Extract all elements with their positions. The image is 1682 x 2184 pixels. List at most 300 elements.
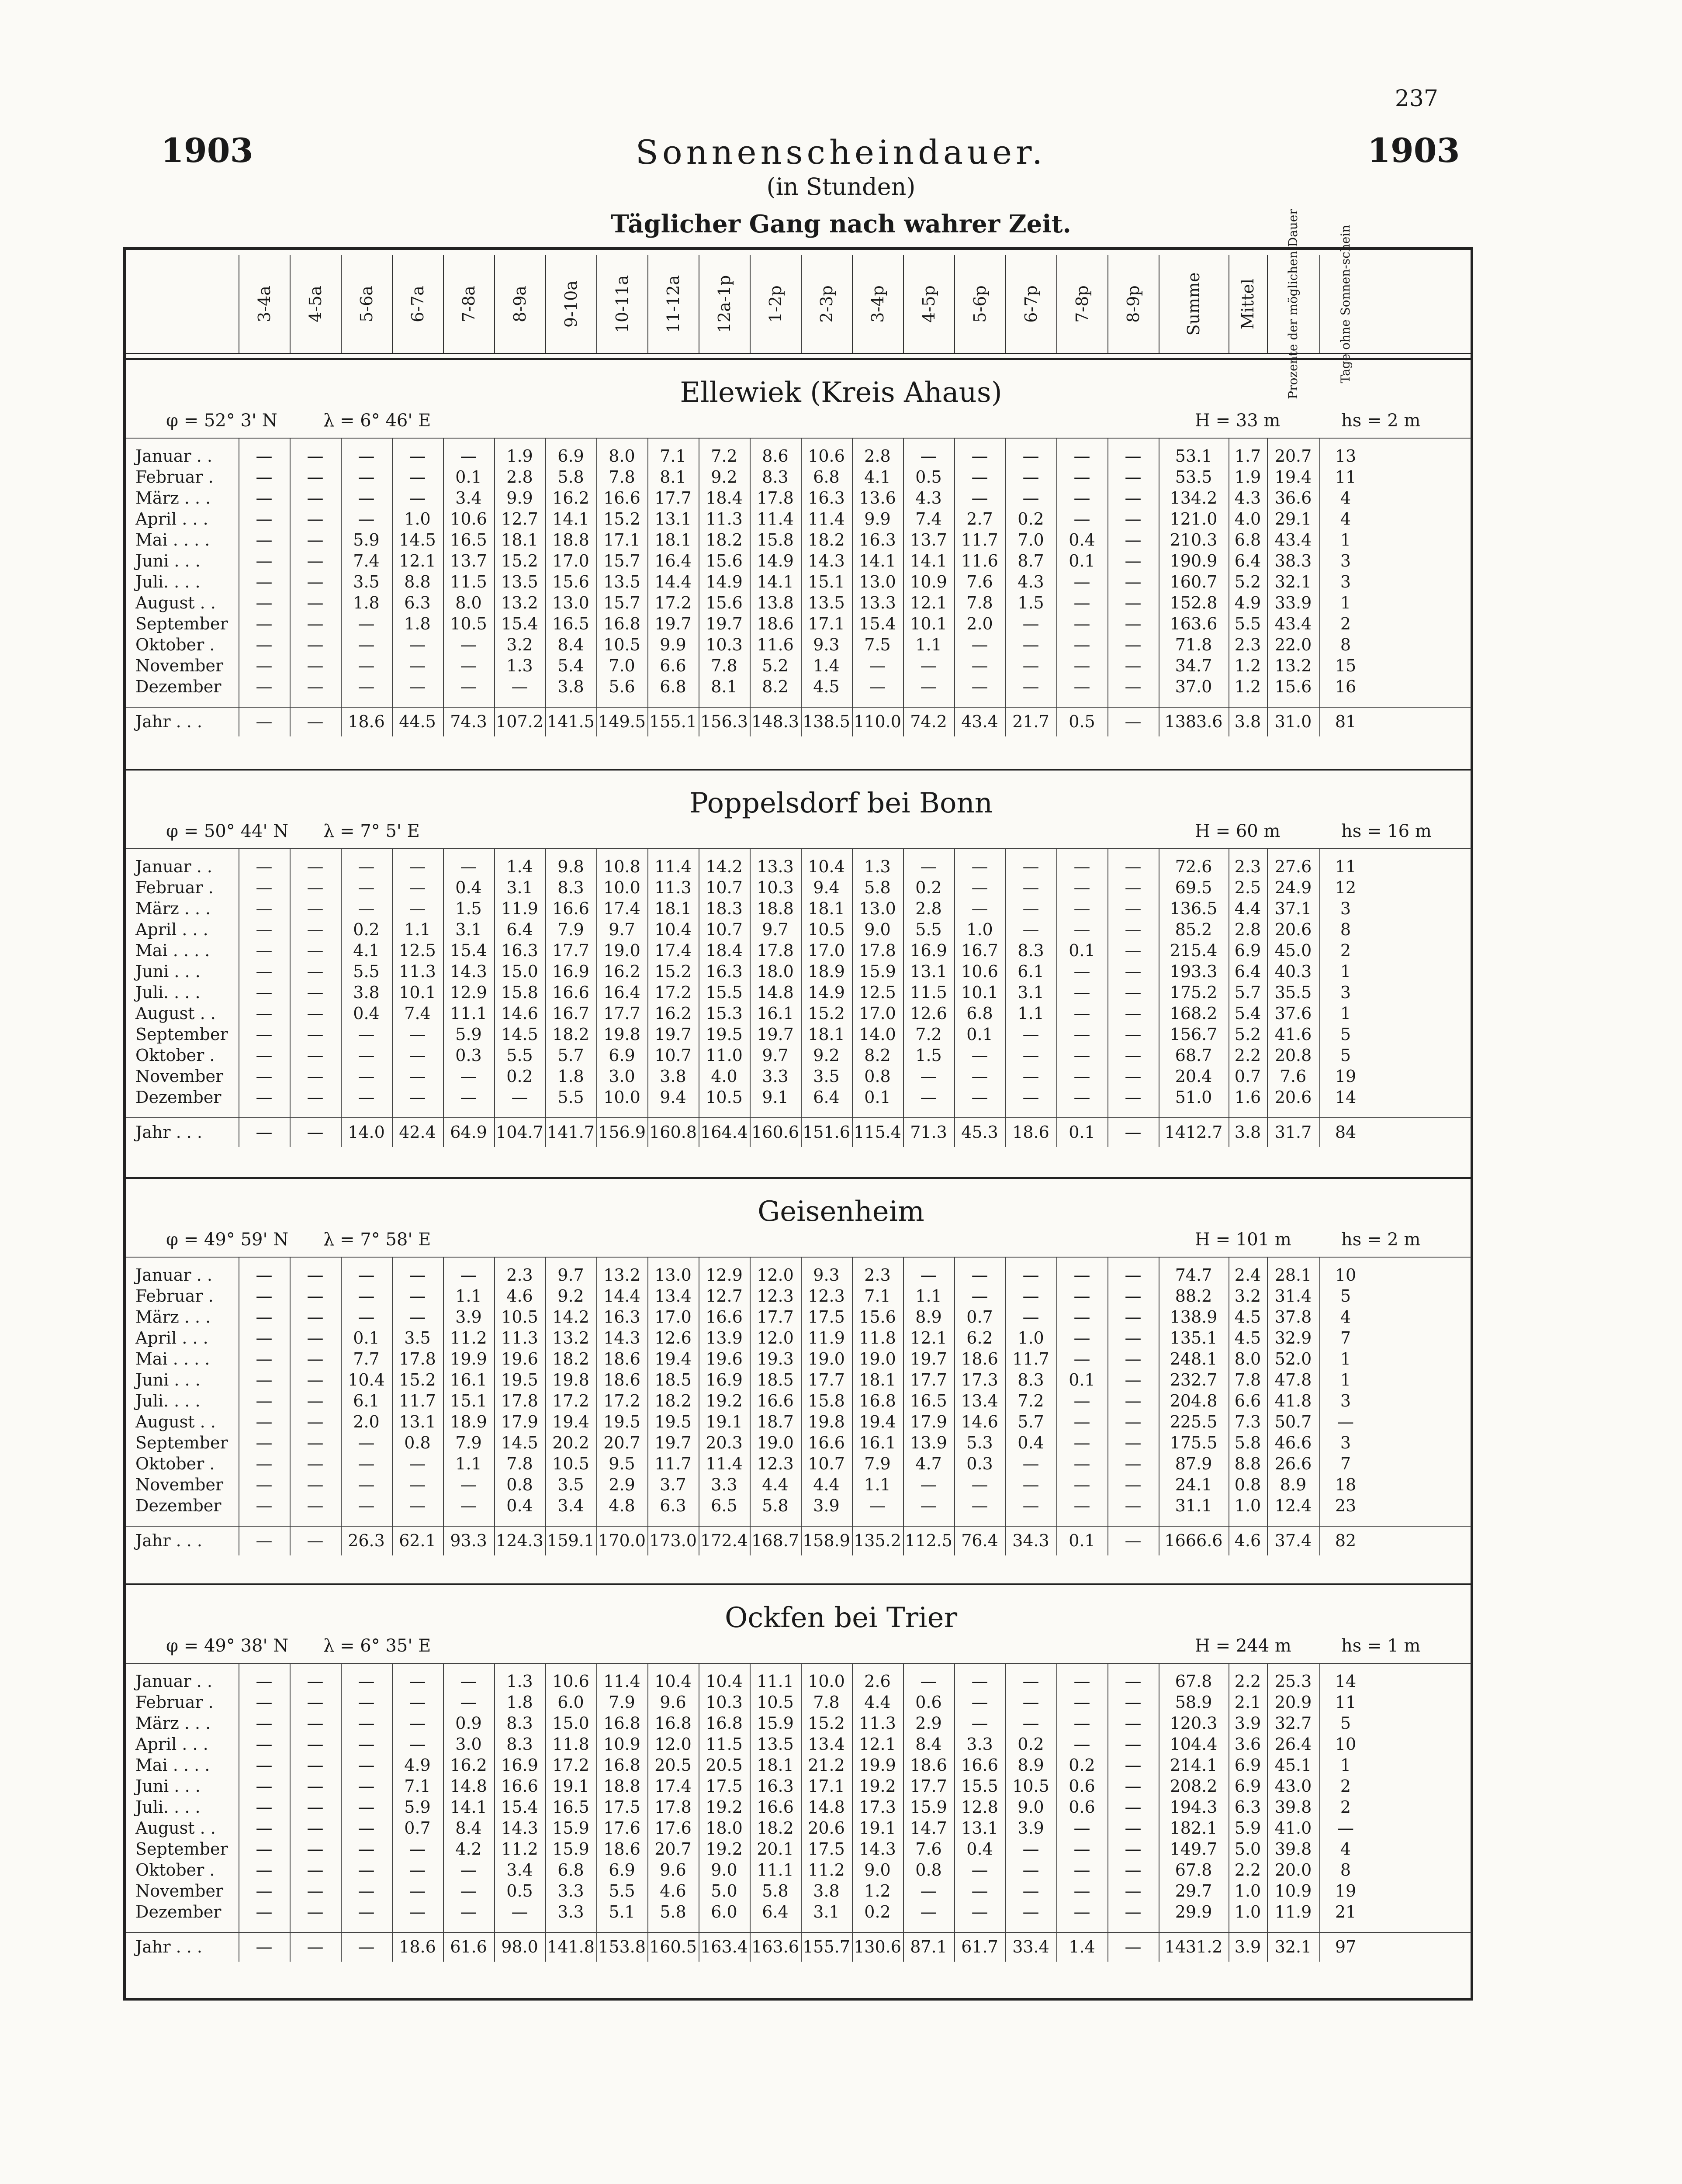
table-cell: — — [307, 656, 324, 675]
table-cell: — — [1125, 1307, 1142, 1327]
table-cell: 13.5 — [603, 572, 640, 591]
table-cell: — — [971, 1496, 988, 1515]
table-cell: 8.0 — [1234, 1349, 1261, 1368]
table-cell: — — [1022, 677, 1039, 696]
table-cell: 17.2 — [603, 1391, 640, 1410]
table-cell: 14.1 — [552, 509, 589, 529]
table-cell: — — [1022, 656, 1039, 675]
table-cell: — — [1125, 656, 1142, 675]
table-cell: 1.0 — [966, 920, 993, 939]
table-cell: 13.2 — [552, 1328, 589, 1348]
table-cell: 10.9 — [1274, 1881, 1312, 1901]
year-total-rule — [126, 1117, 1471, 1118]
table-cell: 9.0 — [1018, 1797, 1044, 1817]
month-label: September — [135, 1025, 228, 1044]
month-label: Dezember — [135, 1496, 221, 1515]
table-cell: — — [1125, 551, 1142, 570]
table-row — [126, 1860, 1471, 1881]
table-cell: 11.1 — [450, 1004, 487, 1023]
table-cell: 10.4 — [654, 920, 692, 939]
table-cell: — — [1022, 1025, 1039, 1044]
table-cell: 5.5 — [557, 1088, 584, 1107]
table-cell: — — [307, 878, 324, 897]
table-cell: 11.4 — [654, 857, 692, 876]
table-cell: 18.1 — [757, 1755, 794, 1775]
table-cell: 248.1 — [1170, 1349, 1218, 1368]
table-cell: 3.9 — [1018, 1818, 1044, 1838]
table-cell: 14.1 — [910, 551, 947, 570]
table-cell: 7.7 — [353, 1349, 380, 1368]
year-total-rule — [126, 1932, 1471, 1933]
table-cell: 4.3 — [1018, 572, 1044, 591]
table-cell: — — [307, 677, 324, 696]
table-cell: 0.8 — [506, 1475, 533, 1494]
table-cell: 11 — [1335, 857, 1357, 876]
table-cell: 2.2 — [1234, 1046, 1261, 1065]
month-label: Oktober . — [135, 1860, 215, 1880]
table-cell: 14.1 — [859, 551, 896, 570]
table-cell: — — [358, 1755, 375, 1775]
table-cell: 14.3 — [859, 1839, 896, 1859]
table-cell: — — [1125, 446, 1142, 466]
table-cell: 16.9 — [706, 1370, 743, 1389]
table-row — [126, 1265, 1471, 1286]
table-cell: — — [920, 1475, 937, 1494]
table-cell: 53.1 — [1175, 446, 1212, 466]
table-cell: 4.3 — [915, 488, 942, 508]
year-total-cell: 42.4 — [399, 1123, 436, 1142]
table-cell: 10.4 — [654, 1672, 692, 1691]
month-label: Dezember — [135, 1902, 221, 1921]
table-cell: 8.9 — [1280, 1475, 1307, 1494]
table-cell: 16.7 — [552, 1004, 589, 1023]
table-cell: — — [460, 1088, 477, 1107]
table-cell: 19.0 — [859, 1349, 896, 1368]
table-cell: — — [256, 1088, 273, 1107]
table-cell: — — [1337, 1818, 1354, 1838]
table-cell: — — [1022, 1714, 1039, 1733]
table-cell: 210.3 — [1170, 530, 1218, 549]
table-cell: 1.3 — [864, 857, 891, 876]
table-cell: 18.0 — [706, 1818, 743, 1838]
table-cell: 16.6 — [603, 488, 640, 508]
table-cell: — — [409, 1307, 426, 1327]
table-cell: 18.2 — [552, 1025, 589, 1044]
table-cell: — — [1125, 1672, 1142, 1691]
table-cell: 19.6 — [501, 1349, 538, 1368]
table-cell: 9.0 — [864, 920, 891, 939]
month-label: April . . . — [135, 920, 208, 939]
table-cell: 15.0 — [552, 1714, 589, 1733]
year-total-cell: 1431.2 — [1164, 1937, 1223, 1956]
table-cell: — — [358, 1286, 375, 1306]
table-cell: 0.2 — [864, 1902, 891, 1921]
table-cell: 16.4 — [603, 983, 640, 1002]
table-cell: — — [409, 1067, 426, 1086]
table-cell: 40.3 — [1274, 962, 1312, 981]
table-cell: 6.4 — [506, 920, 533, 939]
table-cell: 19.2 — [706, 1391, 743, 1410]
table-cell: — — [1073, 1735, 1090, 1754]
column-separator — [1319, 255, 1320, 353]
table-cell: — — [1125, 1046, 1142, 1065]
table-cell: 2.0 — [966, 614, 993, 633]
year-total-cell: 159.1 — [547, 1531, 595, 1550]
table-cell: — — [358, 1046, 375, 1065]
table-cell: — — [1073, 1839, 1090, 1859]
table-cell: 7.1 — [660, 446, 686, 466]
table-cell: 20.4 — [1175, 1067, 1212, 1086]
table-cell: — — [971, 488, 988, 508]
table-cell: 16.5 — [450, 530, 487, 549]
table-cell: 11.1 — [757, 1860, 794, 1880]
year-total-cell: — — [1125, 1123, 1142, 1142]
table-cell: 10.6 — [450, 509, 487, 529]
year-total-cell: 110.0 — [854, 712, 901, 731]
table-cell: 9.7 — [762, 920, 789, 939]
station-name: Geisenheim — [758, 1196, 924, 1228]
year-total-cell: 43.4 — [961, 712, 998, 731]
table-cell: 1.9 — [506, 446, 533, 466]
table-cell: 16.2 — [654, 1004, 692, 1023]
table-cell: 1.1 — [455, 1454, 482, 1473]
table-cell: 67.8 — [1175, 1672, 1212, 1691]
table-cell: 10.7 — [808, 1454, 845, 1473]
table-cell: 14.3 — [603, 1328, 640, 1348]
table-cell: — — [971, 1265, 988, 1285]
table-cell: 12.5 — [399, 941, 436, 960]
table-cell: 3.5 — [404, 1328, 431, 1348]
table-cell: 7.6 — [915, 1839, 942, 1859]
year-total-cell: 97 — [1335, 1937, 1357, 1956]
table-cell: 15.5 — [706, 983, 743, 1002]
table-cell: 10.5 — [501, 1307, 538, 1327]
table-cell: 21 — [1335, 1902, 1357, 1921]
year-total-label: Jahr . . . — [135, 712, 203, 731]
column-separator — [1005, 255, 1006, 353]
table-cell: 6.6 — [1234, 1391, 1261, 1410]
table-cell: 67.8 — [1175, 1860, 1212, 1880]
table-cell: 11.9 — [1274, 1902, 1312, 1921]
table-cell: 13.1 — [910, 962, 947, 981]
table-cell: 17.9 — [910, 1412, 947, 1431]
table-cell: — — [307, 1433, 324, 1452]
table-cell: 8.9 — [915, 1307, 942, 1327]
table-cell: — — [307, 488, 324, 508]
table-cell: 19.7 — [757, 1025, 794, 1044]
table-cell: 9.9 — [506, 488, 533, 508]
table-cell: — — [1125, 530, 1142, 549]
table-cell: 5.6 — [609, 677, 635, 696]
table-row — [126, 1088, 1471, 1109]
year-total-cell: 81 — [1335, 712, 1357, 731]
table-cell: 4.8 — [609, 1496, 635, 1515]
table-cell: — — [409, 899, 426, 918]
table-cell: — — [1125, 1412, 1142, 1431]
table-cell: — — [460, 1860, 477, 1880]
table-row — [126, 1818, 1471, 1839]
station-name: Ellewiek (Kreis Ahaus) — [680, 377, 1002, 409]
table-cell: 10.4 — [808, 857, 845, 876]
table-cell: 13.2 — [1274, 656, 1312, 675]
table-cell: 16.6 — [552, 899, 589, 918]
table-cell: 18.2 — [552, 1349, 589, 1368]
year-total-cell: 3.8 — [1234, 1123, 1261, 1142]
table-cell: 15.8 — [501, 983, 538, 1002]
table-cell: 12.3 — [757, 1454, 794, 1473]
table-cell: — — [1073, 1714, 1090, 1733]
table-cell: 18.1 — [654, 899, 692, 918]
table-cell: 37.8 — [1274, 1307, 1312, 1327]
year-total-cell: 155.1 — [649, 712, 697, 731]
table-cell: 16.1 — [450, 1370, 487, 1389]
table-cell: 8.3 — [506, 1735, 533, 1754]
column-header-label: 8-9a — [510, 286, 530, 322]
table-cell: 1.5 — [915, 1046, 942, 1065]
table-cell: — — [1125, 1328, 1142, 1348]
year-total-cell: 148.3 — [751, 712, 799, 731]
table-cell: 1.3 — [506, 1672, 533, 1691]
table-cell: 18.8 — [757, 899, 794, 918]
year-total-cell: 4.6 — [1234, 1531, 1261, 1550]
table-cell: — — [307, 1860, 324, 1880]
table-cell: 18.2 — [757, 1818, 794, 1838]
table-cell: 10.5 — [603, 635, 640, 654]
table-cell: 16.3 — [501, 941, 538, 960]
year-total-cell: 31.7 — [1274, 1123, 1312, 1142]
table-cell: 39.8 — [1274, 1797, 1312, 1817]
column-header — [1267, 209, 1319, 399]
table-cell: 11.3 — [859, 1714, 896, 1733]
year-total-cell: — — [307, 1937, 324, 1956]
table-row — [126, 1735, 1471, 1755]
table-cell: 1.2 — [864, 1881, 891, 1901]
table-cell: — — [307, 962, 324, 981]
table-cell: — — [409, 1839, 426, 1859]
table-cell: 18.6 — [603, 1370, 640, 1389]
table-cell: — — [358, 1797, 375, 1817]
table-cell: 13.8 — [757, 593, 794, 612]
table-cell: — — [358, 878, 375, 897]
table-cell: 5.9 — [404, 1797, 431, 1817]
table-cell: 6.1 — [353, 1391, 380, 1410]
table-cell: 15.4 — [501, 614, 538, 633]
table-cell: — — [409, 1860, 426, 1880]
table-cell: — — [1125, 1881, 1142, 1901]
table-cell: 4.0 — [711, 1067, 737, 1086]
table-row — [126, 1672, 1471, 1693]
table-cell: — — [358, 446, 375, 466]
year-total-cell: 82 — [1335, 1531, 1357, 1550]
table-cell: 168.2 — [1170, 1004, 1218, 1023]
table-cell: — — [307, 941, 324, 960]
table-cell: 19.5 — [706, 1025, 743, 1044]
year-total-cell: 14.0 — [348, 1123, 385, 1142]
table-cell: 13.7 — [450, 551, 487, 570]
page-subtitle: (in Stunden) — [766, 173, 916, 200]
table-cell: 1 — [1340, 1349, 1351, 1368]
table-cell: — — [256, 962, 273, 981]
table-cell: 0.9 — [455, 1714, 482, 1733]
table-cell: 7.8 — [1234, 1370, 1261, 1389]
table-cell: 16.5 — [910, 1391, 947, 1410]
table-cell: 136.5 — [1170, 899, 1218, 918]
table-cell: — — [256, 1496, 273, 1515]
table-cell: 7.1 — [864, 1286, 891, 1306]
station-top-rule — [126, 1177, 1471, 1179]
table-cell: — — [307, 1776, 324, 1796]
table-cell: 17.0 — [808, 941, 845, 960]
table-cell: 17.0 — [859, 1004, 896, 1023]
table-cell: 8.3 — [1018, 1370, 1044, 1389]
table-cell: — — [920, 1496, 937, 1515]
table-cell: 10.5 — [1012, 1776, 1049, 1796]
table-cell: — — [1073, 656, 1090, 675]
table-cell: 14.5 — [501, 1025, 538, 1044]
table-cell: 13.3 — [859, 593, 896, 612]
table-cell: — — [256, 656, 273, 675]
year-total-cell: 115.4 — [854, 1123, 901, 1142]
year-total-cell: 1.4 — [1069, 1937, 1095, 1956]
table-cell: — — [869, 1496, 886, 1515]
table-cell: 12.1 — [910, 593, 947, 612]
table-cell: 15.6 — [552, 572, 589, 591]
table-cell: 20.3 — [706, 1433, 743, 1452]
table-cell: — — [1125, 1004, 1142, 1023]
table-cell: 19.5 — [654, 1412, 692, 1431]
table-cell: — — [256, 1454, 273, 1473]
table-cell: 3.3 — [762, 1067, 789, 1086]
table-cell: 1.8 — [557, 1067, 584, 1086]
table-row — [126, 1412, 1471, 1433]
table-cell: 1 — [1340, 530, 1351, 549]
table-cell: — — [511, 1902, 528, 1921]
table-cell: — — [971, 1860, 988, 1880]
table-cell: 2.4 — [1234, 1265, 1261, 1285]
table-cell: 31.4 — [1274, 1286, 1312, 1306]
table-cell: 18.7 — [757, 1412, 794, 1431]
table-cell: — — [920, 1672, 937, 1691]
table-cell: 6.9 — [1234, 1755, 1261, 1775]
table-cell: — — [1125, 572, 1142, 591]
table-cell: 3.8 — [353, 983, 380, 1002]
column-header — [954, 255, 1005, 353]
table-cell: 13.2 — [603, 1265, 640, 1285]
table-cell: 68.7 — [1175, 1046, 1212, 1065]
table-cell: 6.9 — [609, 1046, 635, 1065]
year-total-cell: 18.6 — [348, 712, 385, 731]
year-total-cell: — — [307, 1123, 324, 1142]
table-cell: 2.8 — [915, 899, 942, 918]
year-total-cell: 45.3 — [961, 1123, 998, 1142]
month-label: Juni . . . — [135, 962, 201, 981]
table-cell: 2 — [1340, 614, 1351, 633]
table-cell: 20.7 — [603, 1433, 640, 1452]
table-cell: 0.8 — [1234, 1475, 1261, 1494]
table-cell: 9.6 — [660, 1693, 686, 1712]
year-total-cell: 87.1 — [910, 1937, 947, 1956]
table-cell: — — [1073, 983, 1090, 1002]
month-label: September — [135, 614, 228, 633]
table-cell: — — [307, 1475, 324, 1494]
table-cell: — — [409, 1672, 426, 1691]
table-cell: 50.7 — [1274, 1412, 1312, 1431]
table-cell: 4.9 — [1234, 593, 1261, 612]
table-cell: 0.4 — [506, 1496, 533, 1515]
table-cell: 6.3 — [404, 593, 431, 612]
table-cell: — — [511, 1088, 528, 1107]
table-cell: 1 — [1340, 1755, 1351, 1775]
table-cell: — — [358, 1088, 375, 1107]
table-cell: 13.6 — [859, 488, 896, 508]
table-cell: — — [256, 1265, 273, 1285]
table-cell: — — [307, 1496, 324, 1515]
table-cell: — — [358, 509, 375, 529]
table-cell: — — [409, 1265, 426, 1285]
table-cell: 13 — [1335, 446, 1357, 466]
table-cell: 12.8 — [961, 1797, 998, 1817]
table-cell: — — [1125, 1735, 1142, 1754]
table-cell: 0.3 — [455, 1046, 482, 1065]
year-right: 1903 — [1367, 131, 1460, 170]
table-cell: 13.0 — [552, 593, 589, 612]
table-cell: 16.6 — [757, 1797, 794, 1817]
table-cell: — — [971, 656, 988, 675]
table-cell: 16.5 — [552, 614, 589, 633]
table-cell: 6.4 — [1234, 962, 1261, 981]
table-cell: — — [1022, 1286, 1039, 1306]
table-cell: — — [307, 572, 324, 591]
table-cell: 12.3 — [757, 1286, 794, 1306]
table-cell: — — [971, 467, 988, 487]
table-cell: 17.4 — [654, 1776, 692, 1796]
table-cell: 7.4 — [915, 509, 942, 529]
month-label: Januar . . — [135, 1265, 212, 1285]
table-cell: 4.4 — [864, 1693, 891, 1712]
table-cell: 2.8 — [864, 446, 891, 466]
table-cell: — — [358, 467, 375, 487]
year-left: 1903 — [161, 131, 253, 170]
table-cell: 14.1 — [757, 572, 794, 591]
table-cell: — — [869, 656, 886, 675]
table-cell: 6.6 — [660, 656, 686, 675]
column-header — [852, 255, 903, 353]
table-cell: 2.2 — [1234, 1860, 1261, 1880]
table-cell: 8.1 — [711, 677, 737, 696]
table-cell: — — [358, 1902, 375, 1921]
table-cell: 12 — [1335, 878, 1357, 897]
table-cell: 14.4 — [654, 572, 692, 591]
table-cell: — — [409, 1714, 426, 1733]
table-cell: — — [256, 1391, 273, 1410]
table-cell: 10 — [1335, 1735, 1357, 1754]
table-cell: 9.6 — [660, 1860, 686, 1880]
table-cell: 2.3 — [864, 1265, 891, 1285]
month-label: März . . . — [135, 1307, 211, 1327]
station-longitude: λ = 6° 46' E — [323, 411, 431, 431]
table-cell: 14.2 — [552, 1307, 589, 1327]
table-cell: 15.8 — [757, 530, 794, 549]
station-sensor-height: hs = 2 m — [1341, 411, 1421, 431]
table-cell: — — [256, 1307, 273, 1327]
table-row — [126, 1433, 1471, 1454]
table-cell: — — [1073, 509, 1090, 529]
table-cell: — — [1125, 1391, 1142, 1410]
table-cell: — — [358, 1672, 375, 1691]
table-cell: 17.7 — [603, 1004, 640, 1023]
table-cell: 11.2 — [808, 1860, 845, 1880]
table-cell: 1 — [1340, 1370, 1351, 1389]
